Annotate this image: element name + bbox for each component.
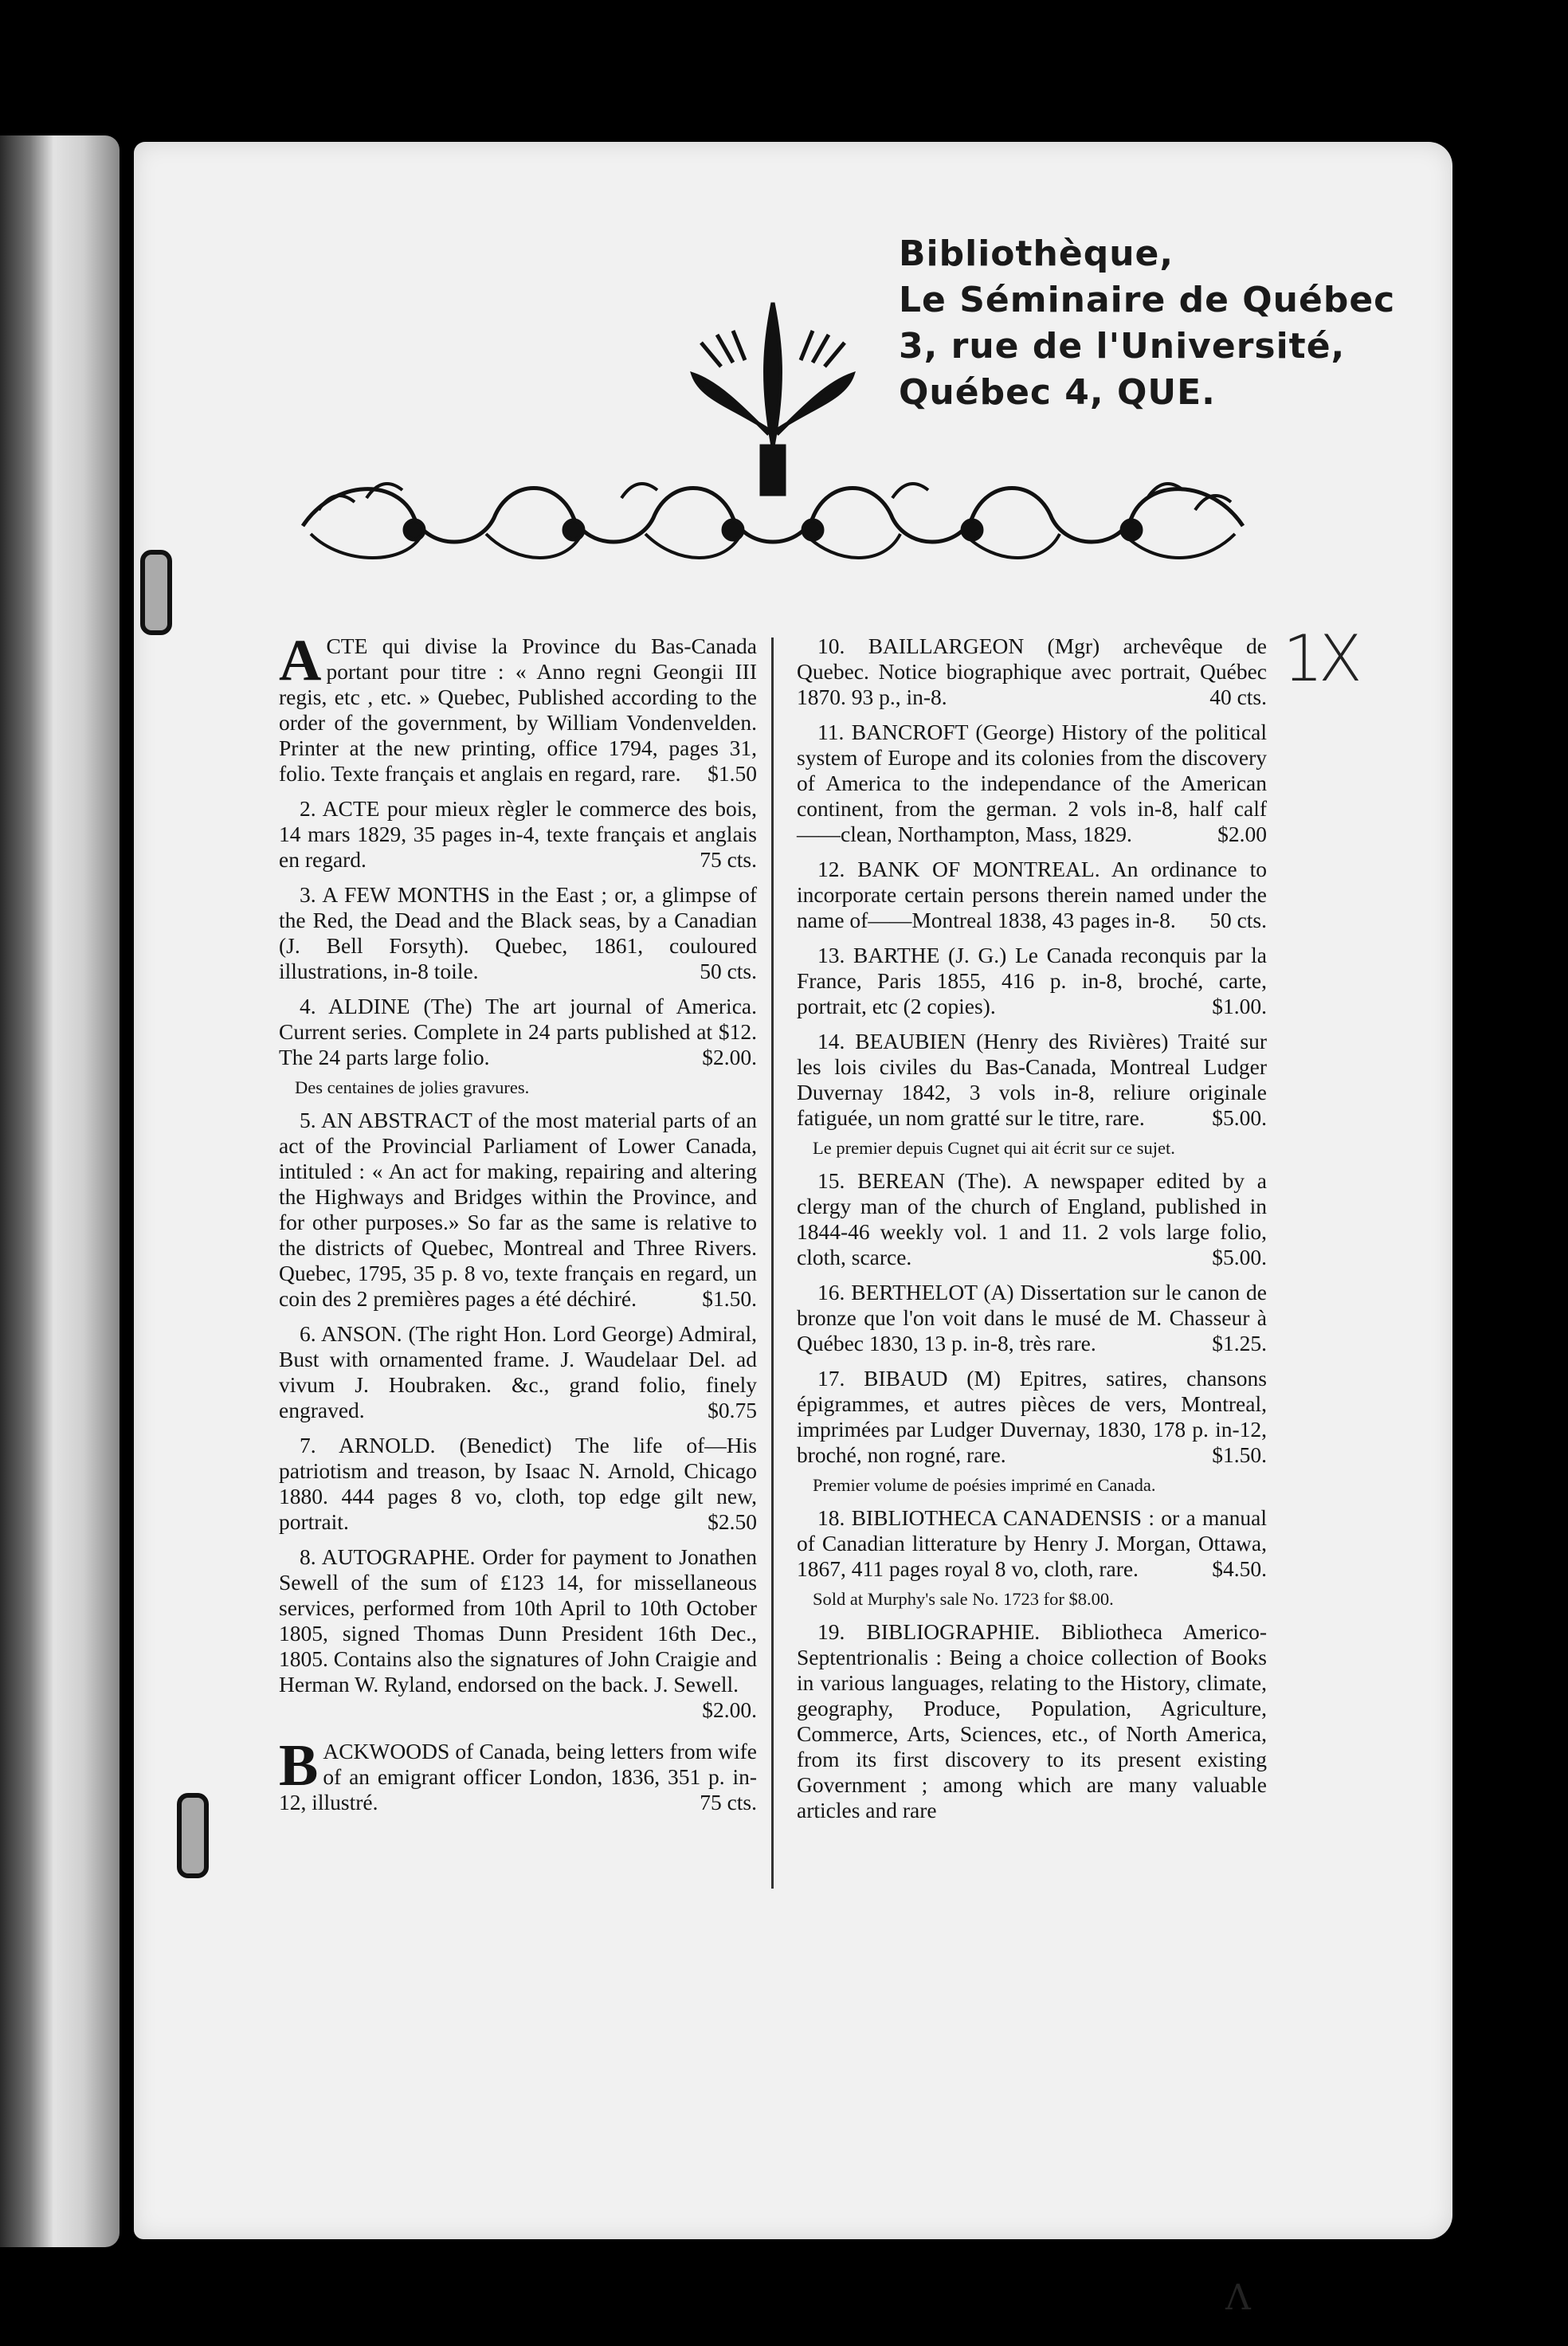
price: $0.75	[708, 1398, 757, 1422]
entry-text: 18. BIBLIOTHECA CANADENSIS : or a manual of Canadian litterature by Henry J. Morgan, Ottawa, 1867, 411 pages royal 8 vo, cloth, rare.	[797, 1505, 1267, 1581]
entry-13	[797, 943, 1267, 1019]
entry-text: 17. BIBAUD (M) Epitres, satires, chansons épigrammes, et autres pièces de vers, Montreal, imprimées par Ludger Duvernay, 1830, 178 p. in-12, broché, non rogné, rare.	[797, 1366, 1267, 1467]
entry-18	[797, 1505, 1267, 1582]
price: $2.00	[1217, 822, 1267, 846]
entry-note: Premier volume de poésies imprimé en Canada.	[813, 1475, 1156, 1495]
entry-7	[279, 1433, 757, 1535]
drop-cap: B	[279, 1733, 319, 1799]
entry-text: 3. A FEW MONTHS in the East ; or, a glimpse of the Red, the Dead and the Black seas, by a Canadian (J. Bell Forsyth). Quebec, 1861, couloured illustrations, in-8 toile.	[279, 882, 757, 983]
entry-12	[797, 857, 1267, 933]
price: $5.00.	[1212, 1105, 1267, 1130]
binding-clip-bottom	[177, 1793, 209, 1878]
entry-text: ACKWOODS of Canada, being letters from wife of an emigrant officer London, 1836, 351 p. in-12, illustré.	[279, 1739, 757, 1814]
fleur-de-lis-icon	[766, 303, 781, 446]
entry-text: 15. BEREAN (The). A newspaper edited by a clergy man of the church of England, published in 1844-46 weekly vol. 1 and 11. 2 vols large folio, cloth, scarce.	[797, 1168, 1267, 1269]
entry-2	[279, 796, 757, 873]
entry-19	[797, 1619, 1267, 1823]
entry-3	[279, 882, 757, 984]
adjacent-page-edge	[0, 135, 120, 2247]
price: $1.00.	[1212, 994, 1267, 1018]
stamp-line-4: Québec 4, QUE.	[899, 372, 1216, 413]
entry-14	[797, 1029, 1267, 1131]
price: $2.00.	[702, 1045, 757, 1069]
price: $5.00.	[1212, 1245, 1267, 1269]
left-column	[279, 628, 757, 1825]
right-column	[797, 634, 1267, 1833]
price: $1.50	[708, 761, 757, 786]
entry-5	[279, 1108, 757, 1312]
stamp-line-2: Le Séminaire de Québec	[899, 280, 1396, 320]
price: $4.50.	[1212, 1556, 1267, 1581]
price: $1.25.	[1212, 1331, 1267, 1355]
entry-16	[797, 1280, 1267, 1356]
entry-10	[797, 634, 1267, 710]
entry-8	[279, 1544, 757, 1723]
entry-6	[279, 1321, 757, 1423]
price: $2.50	[708, 1509, 757, 1534]
entry-text: 7. ARNOLD. (Benedict) The life of—His patriotism and treason, by Isaac N. Arnold, Chicago 1880. 444 pages 8 vo, cloth, top edge gilt new, portrait.	[279, 1433, 757, 1534]
entry-text: 13. BARTHE (J. G.) Le Canada reconquis par la France, Paris 1855, 416 p. in-8, broché, carte, portrait, etc (2 copies).	[797, 943, 1267, 1018]
entry-note: Le premier depuis Cugnet qui ait écrit sur ce sujet.	[813, 1138, 1175, 1158]
entry-text: 11. BANCROFT (George) History of the political system of Europe and its colonies from the discovery of America to the independance of the American continent, from the german. 2 vols in-8, half calf——clean, Northampton, Mass, 1829.	[797, 720, 1267, 846]
entry-note: Des centaines de jolies gravures.	[295, 1077, 530, 1097]
price: 75 cts.	[700, 1790, 757, 1814]
entry-text: 14. BEAUBIEN (Henry des Rivières) Traité sur les lois civiles du Bas-Canada, Montreal Ludger Duvernay 1842, 3 vols in-8, reliure originale fatiguée, un nom gratté sur le titre, rare.	[797, 1029, 1267, 1130]
entry-9	[279, 1733, 757, 1815]
price: $1.50.	[1212, 1442, 1267, 1467]
entry-17	[797, 1366, 1267, 1468]
price: 40 cts.	[1209, 685, 1267, 709]
entry-text: 16. BERTHELOT (A) Dissertation sur le canon de bronze que l'on voit dans le musé de M. Chasseur à Québec 1830, 13 p. in-8, très rare.	[797, 1280, 1267, 1355]
entry-text: 2. ACTE pour mieux règler le commerce des bois, 14 mars 1829, 35 pages in-4, texte français et anglais en regard.	[279, 796, 757, 872]
entry-note: Sold at Murphy's sale No. 1723 for $8.00.	[813, 1589, 1114, 1609]
price: $2.00.	[702, 1697, 757, 1722]
binding-clip-top	[140, 550, 172, 635]
entry-text: 8. AUTOGRAPHE. Order for payment to Jonathen Sewell of the sum of £123 14, for missellaneous services, performed from 10th April to 10th October 1805, signed Thomas Dunn President 16th Dec., 1805. Contains also the signatures of John Craigie and Herman W. Ryland, endorsed on the back. J. Sewell.	[279, 1544, 757, 1697]
drop-cap: A	[279, 628, 322, 693]
entry-15	[797, 1168, 1267, 1270]
column-divider	[771, 638, 774, 1889]
entry-text: CTE qui divise la Province du Bas-Canada portant pour titre : « Anno regni Geongii III regis, etc , etc. » Quebec, Published according to the order of the government, by William Vondenvelden. Printer at the new printing, office 1794, pages 31, folio. Texte français et anglais en regard, rare.	[279, 634, 757, 786]
entry-1	[279, 628, 757, 787]
stamp-line-3: 3, rue de l'Université,	[899, 326, 1346, 367]
fleur-de-lis-ornament	[287, 295, 1259, 582]
entry-text: 12. BANK OF MONTREAL. An ordinance to incorporate certain persons therein named under the name of——Montreal 1838, 43 pages in-8.	[797, 857, 1267, 932]
entry-text: 4. ALDINE (The) The art journal of America. Current series. Complete in 24 parts published at $12. The 24 parts large folio.	[279, 994, 757, 1069]
price: $1.50.	[702, 1286, 757, 1311]
footer-mark: Λ	[1225, 2277, 1251, 2318]
entry-text: 6. ANSON. (The right Hon. Lord George) Admiral, Bust with ornamented frame. J. Waudelaar Del. ad vivum J. Houbraken. &c., grand folio, finely engraved.	[279, 1321, 757, 1422]
stamp-line-1: Bibliothèque,	[899, 233, 1174, 274]
entry-text: 5. AN ABSTRACT of the most material parts of an act of the Provincial Parliament of Lower Canada, intituled : « An act for making, repairing and altering the Highways and Bridges within the Province, and for other purposes.» So far as the same is relative to the districts of Quebec, Montreal and Three Rivers. Quebec, 1795, 35 p. 8 vo, texte français en regard, un coin des 2 premières pages a été déchiré.	[279, 1108, 757, 1311]
entry-text: 10. BAILLARGEON (Mgr) archevêque de Quebec. Notice biographique avec portrait, Québec 1870. 93 p., in-8.	[797, 634, 1267, 709]
handwritten-annotation: 1X	[1283, 622, 1358, 696]
entry-4	[279, 994, 757, 1070]
price: 75 cts.	[700, 847, 757, 872]
entry-11	[797, 720, 1267, 847]
price: 50 cts.	[1209, 908, 1267, 932]
price: 50 cts.	[700, 959, 757, 983]
entry-text: 19. BIBLIOGRAPHIE. Bibliotheca Americo-Septentrionalis : Being a choice collection of Books in various languages, relating to the History, climate, geography, Produce, Population, Agriculture, Commerce, Arts, Sciences, etc., of North America, from its first discovery to its present existing Government ; among which are many valuable articles and rare	[797, 1619, 1267, 1822]
